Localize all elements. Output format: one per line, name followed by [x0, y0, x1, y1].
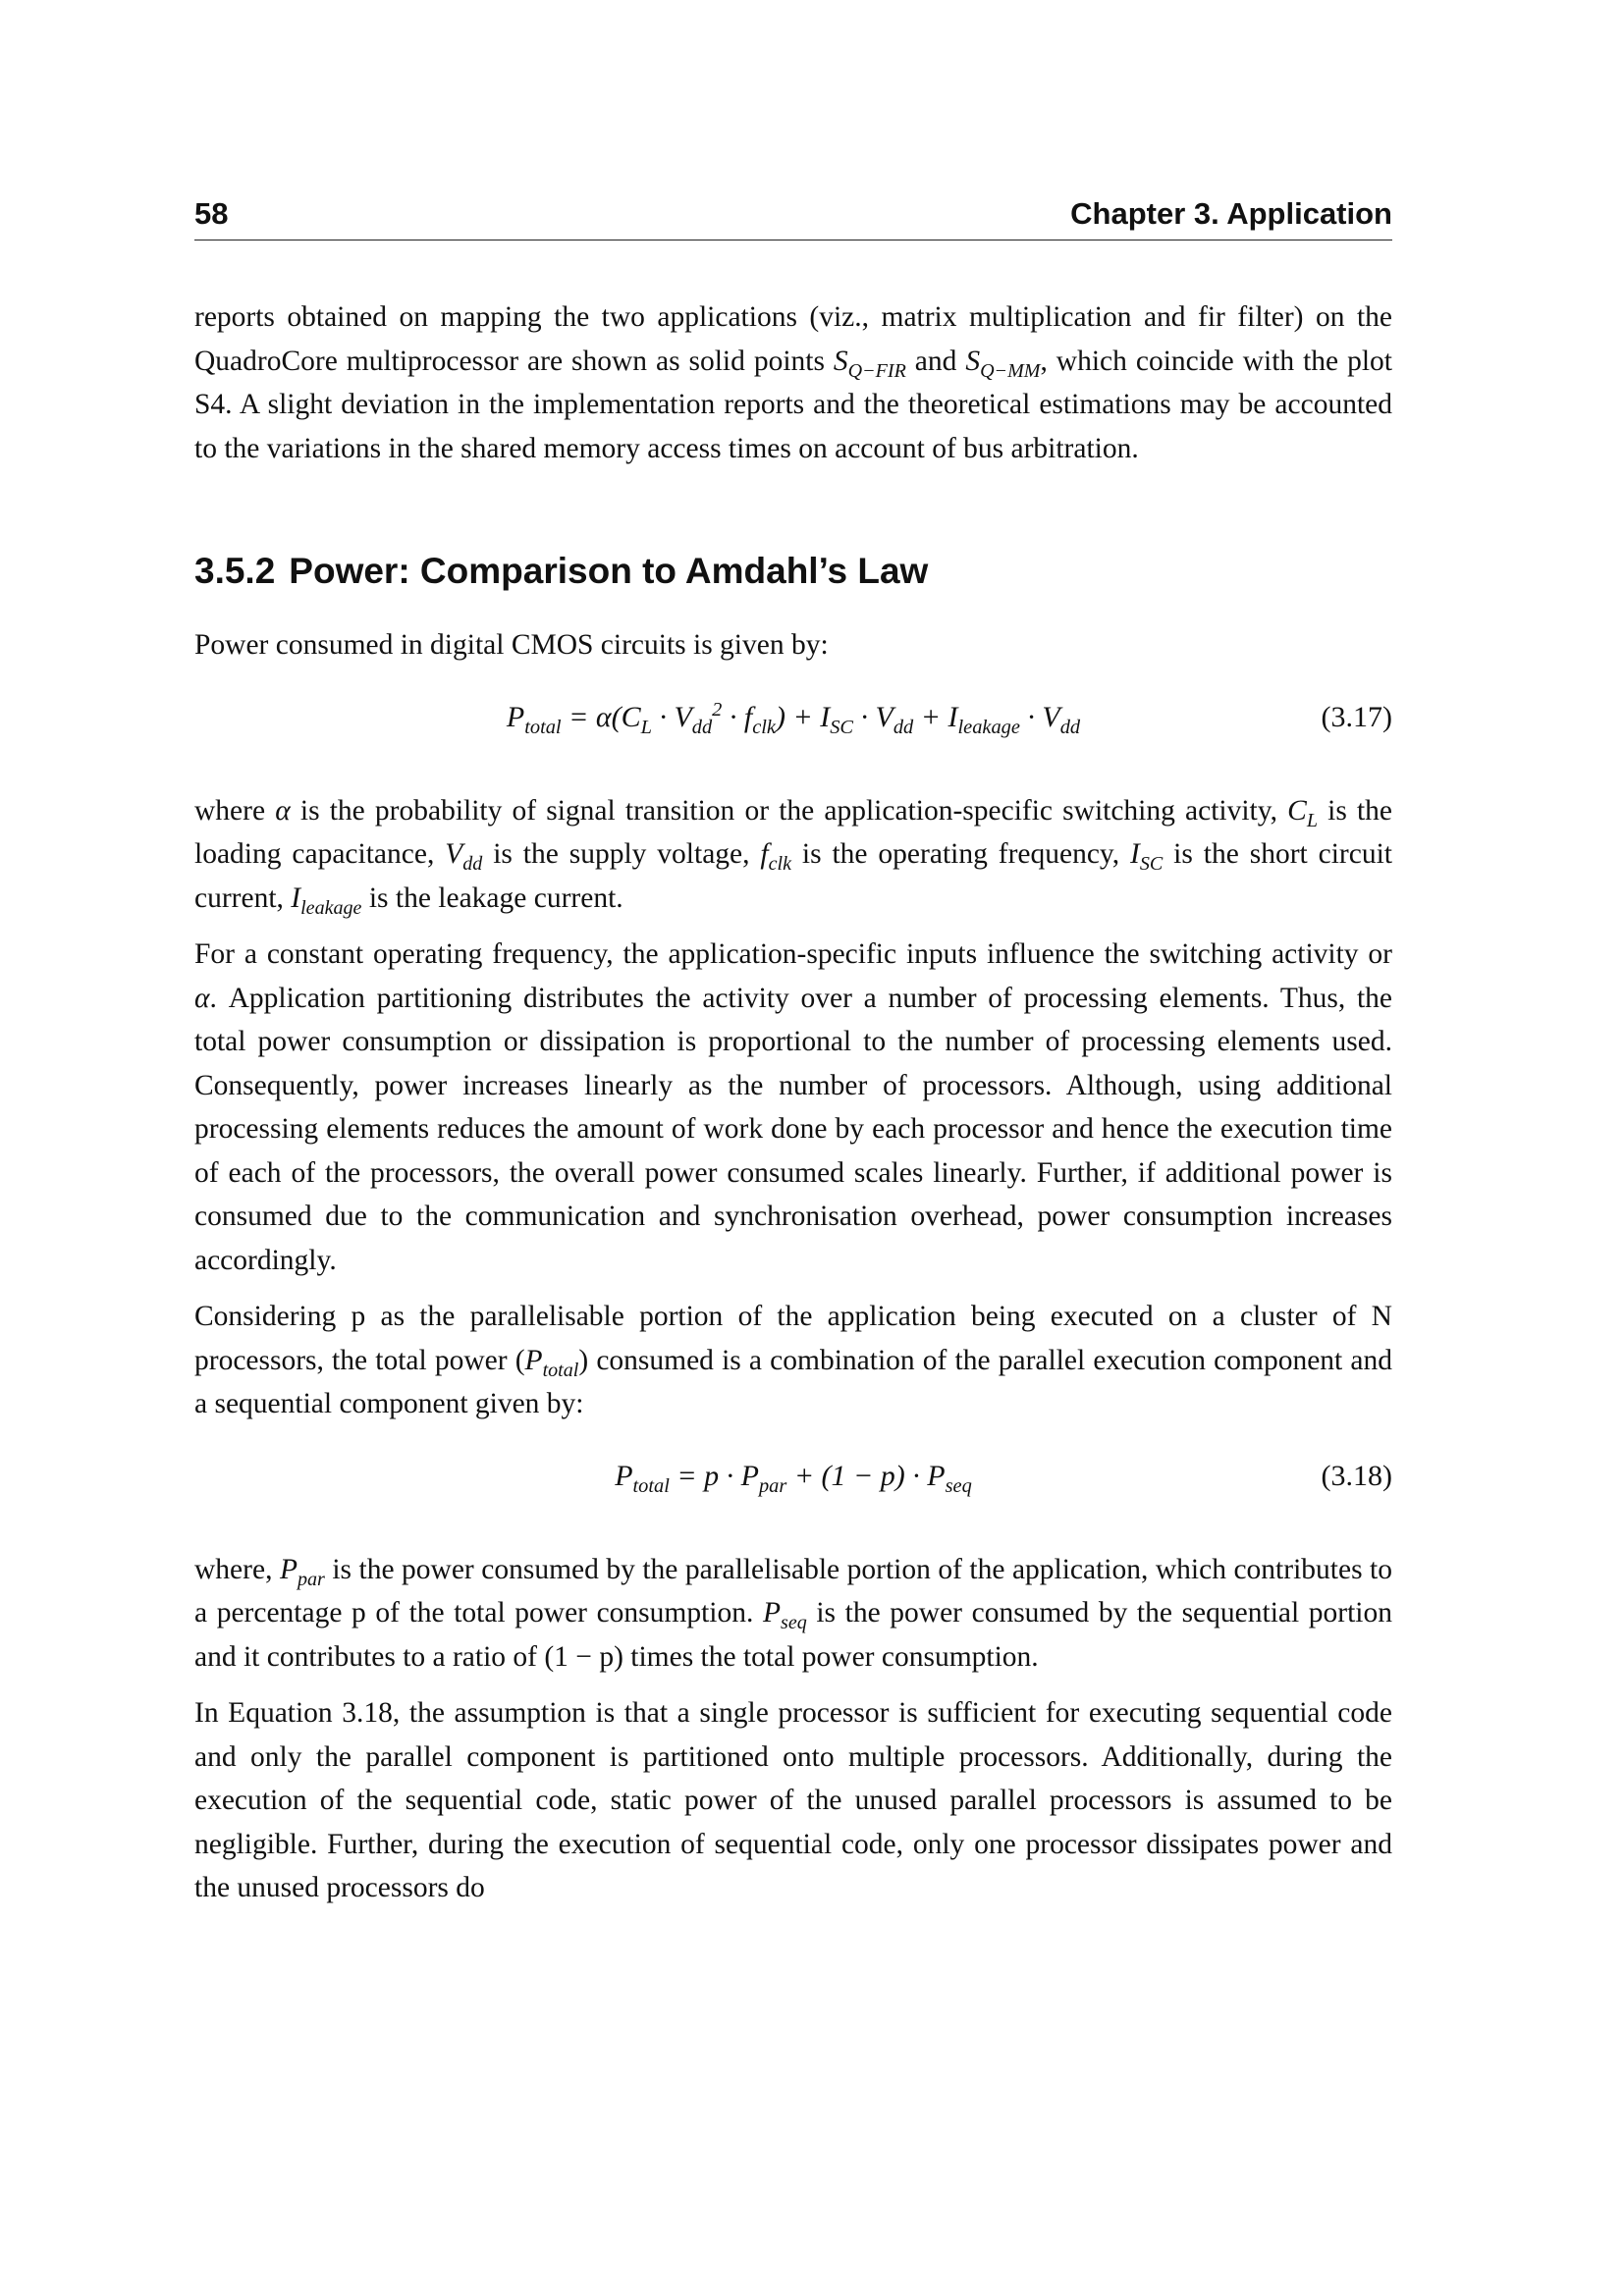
equation-3-17	[194, 689, 1392, 760]
equation-number: (3.18)	[1321, 1459, 1392, 1492]
running-head	[194, 196, 1392, 240]
equation-expression: $P_{total} = p \cdot P_{par} + (1 - p) \cdot P_{seq}$	[615, 1459, 972, 1497]
paragraph-3: where α is the probability of signal transition or the application-specific switching activity, $C_L$ is the loading capacitance, $V_{dd}$ is the supply voltage, $f_{clk}$ is the operating frequency, $I_{SC}$ is the short circuit current, $I_{leakage}$ is the leakage current.	[194, 794, 1392, 919]
page-number: 58	[194, 196, 229, 231]
equation-number: (3.17)	[1321, 700, 1392, 733]
section-heading	[194, 551, 1392, 592]
equation-3-18	[194, 1448, 1392, 1519]
page-body	[194, 196, 1392, 1910]
chapter-title: Chapter 3. Application	[1070, 196, 1392, 231]
paragraph-5: Considering p as the parallelisable portion of the application being executed on a cluster of N processors, the total power $(P_{total})$ consumed is a combination of the parallel execution component and a sequential component given by:	[194, 1301, 1392, 1419]
section-number: 3.5.2	[194, 551, 276, 591]
paragraph-2: Power consumed in digital CMOS circuits is given by:	[194, 629, 829, 661]
equation-expression: $P_{total} = \alpha(C_L \cdot V_{dd}^2 \cdot f_{clk}) + I_{SC} \cdot V_{dd} + I_{leakage} \cdot V_{dd}$	[506, 698, 1081, 738]
paragraph-6: where, $P_{par}$ is the power consumed by the parallelisable portion of the application, which contributes to a percentage p of the total power consumption. $P_{seq}$ is the power consumed by the sequential portion and it contributes to a ratio of (1 − p) times the total power consumption.	[194, 1553, 1392, 1673]
paragraph-7: In Equation 3.18, the assumption is that a single processor is sufficient for executing sequential code and only the parallel component is partitioned onto multiple processors. Additionally, during the execution of the sequential code, static power of the unused parallel processors is assumed to be negligible. Further, during the execution of sequential code, only one processor dissipates power and the unused processors do	[194, 1697, 1392, 1903]
paragraph-1: reports obtained on mapping the two applications (viz., matrix multiplication and fir filter) on the QuadroCore multiprocessor are shown as solid points $S_{Q-FIR}$ and $S_{Q-MM}$, which coincide with the plot S4. A slight deviation in the implementation reports and the theoretical estimations may be accounted to the variations in the shared memory access times on account of bus arbitration.	[194, 301, 1392, 464]
paragraph-4: For a constant operating frequency, the application-specific inputs influence the switching activity or α. Application partitioning distributes the activity over a number of processing elements. Thus, the total power consumption or dissipation is proportional to the number of processing elements used. Consequently, power increases linearly as the number of processors. Although, using additional processing elements reduces the amount of work done by each processor and hence the execution time of each of the processors, the overall power consumed scales linearly. Further, if additional power is consumed due to the communication and synchronisation overhead, power consumption increases accordingly.	[194, 938, 1392, 1276]
section-title: Power: Comparison to Amdahl’s Law	[289, 551, 929, 591]
